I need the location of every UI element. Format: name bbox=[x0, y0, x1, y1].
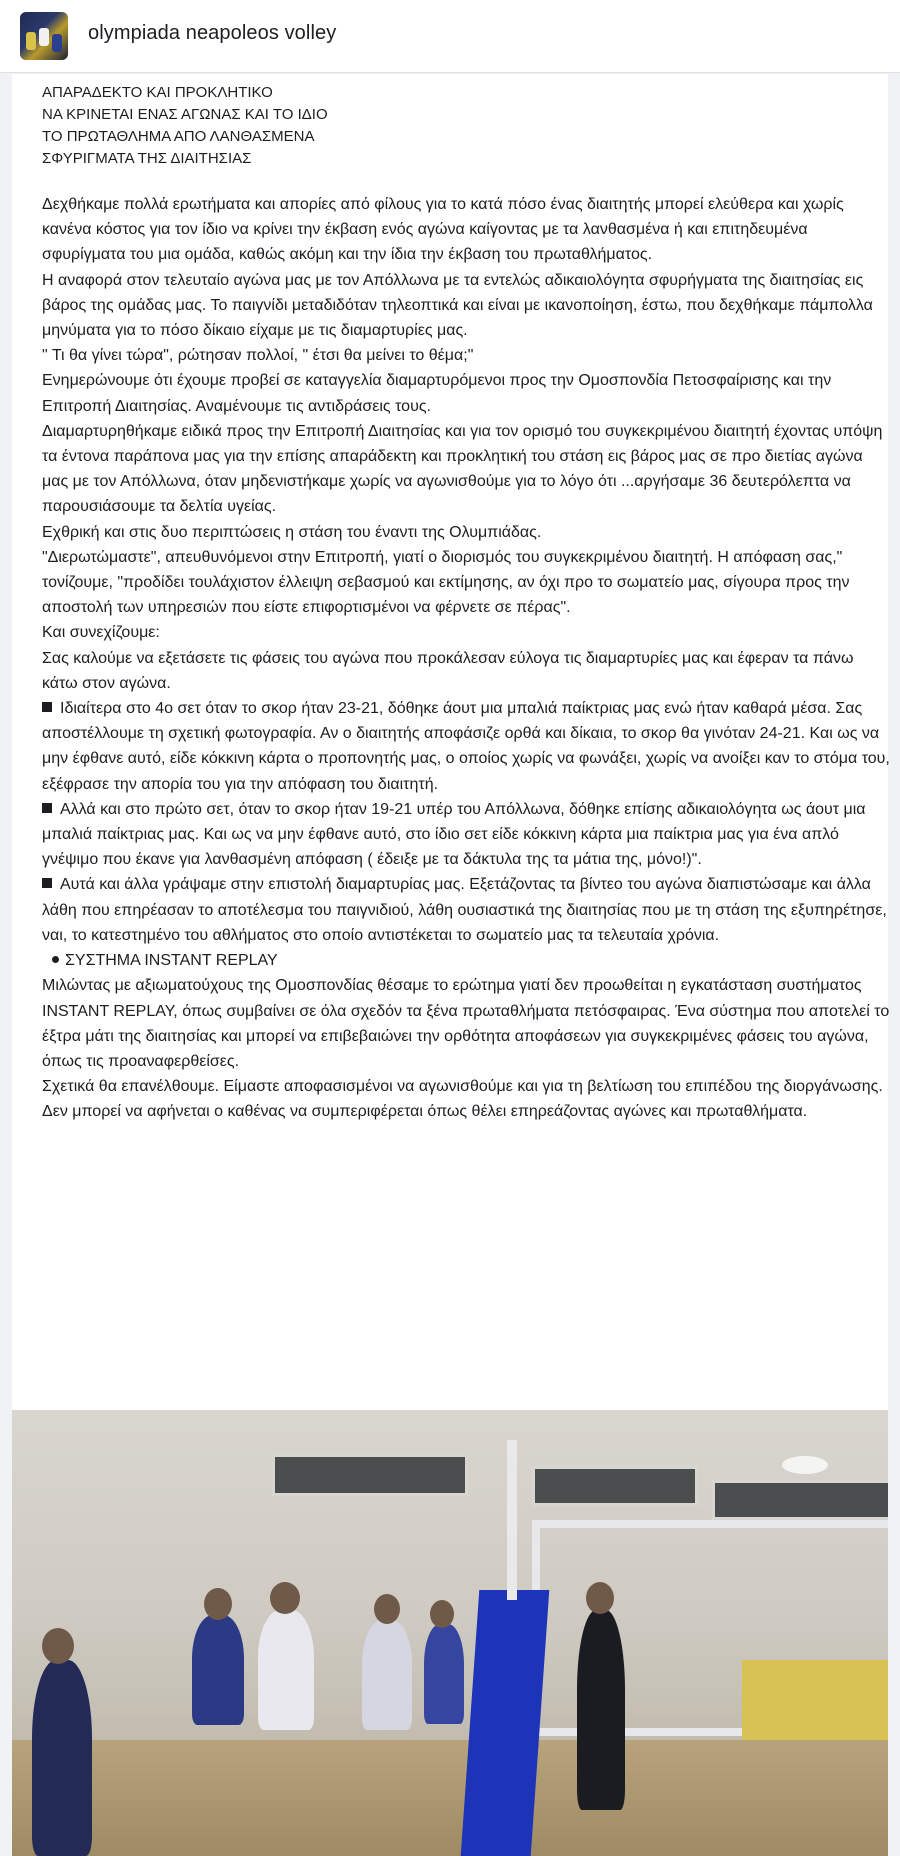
player bbox=[424, 1624, 464, 1724]
bullet-item bbox=[42, 872, 890, 948]
title-line: ΣΦΥΡΙΓΜΑΤΑ ΤΗΣ ΔΙΑΙΤΗΣΙΑΣ bbox=[42, 150, 252, 167]
paragraph: " Τι θα γίνει τώρα", ρώτησαν πολλοί, " έτσι θα μείνει το θέμα;" bbox=[42, 347, 474, 365]
referee bbox=[586, 1582, 614, 1614]
paragraph: Και συνεχίζουμε: bbox=[42, 624, 160, 642]
post-header bbox=[0, 0, 900, 73]
bullet-text: Αλλά και στο πρώτο σετ, όταν το σκορ ήταν 19-21 υπέρ του Απόλλωνα, δόθηκε επίσης αδικαιολόγητα ως άουτ μια μπαλιά παίκτριας μας. Και ως να μην έφθανε αυτό, στο ίδιο σετ είδε κόκκινη κάρτα μια παίκτρια μας για ένα απλό γνέψιμο που έκανε για λανθασμένη απόφαση ( έδειξε με τα δάκτυλα της τα μάτια της, μόνο!)". bbox=[42, 800, 866, 869]
player bbox=[270, 1582, 300, 1614]
page-avatar[interactable] bbox=[20, 12, 68, 60]
bullet-text: Ιδιαίτερα στο 4ο σετ όταν το σκορ ήταν 23-21, δόθηκε άουτ μια μπαλιά παίκτριας μας ενώ ήταν καθαρά μέσα. Σας αποστέλλουμε τη σχετική φωτογραφία. Αν ο διαιτητής αποφάσιζε ορθά και δίκαια, το σκορ θα γινόταν 24-21. Και ως να μην έφθανε αυτό, είδε κόκκινη κάρτα ο προπονητής μας, ο οποίος χωρίς να φωνάξει, χωρίς να ανοίξει καν το στόμα του, εξέφρασε την απορία του για την απόφαση του διαιτητή. bbox=[42, 700, 890, 793]
referee bbox=[577, 1610, 625, 1810]
paragraph: Μιλώντας με αξιωματούχους της Ομοσπονδίας θέσαμε το ερώτημα γιατί δεν προωθείται η εγκατάσταση συστήματος INSTANT REPLAY, όπως συμβαίνει σε όλα σχεδόν τα ξένα πρωταθλήματα πετόσφαιρας. Ένα σύστημα που αποτελεί το έξτρα μάτι της διαιτησίας και μπορεί να επιβεβαιώνει την ορθότητα αποφάσεων για συγκεκριμένες φάσεις του αγώνα, όπως τις προαναφερθείσες. bbox=[42, 977, 890, 1070]
title-line: ΤΟ ΠΡΩΤΑΘΛΗΜΑ ΑΠΟ ΛΑΝΘΑΣΜΕΝΑ bbox=[42, 128, 315, 145]
net-post bbox=[507, 1440, 517, 1600]
ceiling-light bbox=[782, 1456, 828, 1474]
paragraph: Εχθρική και στις δυο περιπτώσεις η στάση του έναντι της Ολυμπιάδας. bbox=[42, 523, 542, 541]
dot-bullet-icon bbox=[52, 956, 59, 963]
paragraph: Ενημερώνουμε ότι έχουμε προβεί σε καταγγελία διαμαρτυρόμενοι προς την Ομοσπονδία Πετοσφαίρισης και την Επιτροπή Διαιτησίας. Αναμένουμε τις αντιδράσεις τους. bbox=[42, 372, 832, 415]
section-heading bbox=[42, 948, 890, 973]
player bbox=[258, 1610, 314, 1730]
bullet-text: Αυτά και άλλα γράψαμε στην επιστολή διαμαρτυρίας μας. Εξετάζοντας τα βίντεο του αγώνα διαπιστώσαμε και άλλα λάθη που επηρέασαν το αποτέλεσμα του παιγνιδιού, λάθη ουσιαστικά της διαιτησίας που με τη στάση της εξυπηρέτησε, ναι, το κατεστημένο του αθλήματος στο οποίο αντιστέκεται το σωματείο μας τα τελευταία χρόνια. bbox=[42, 876, 887, 944]
page-name-link[interactable]: olympiada neapoleos volley bbox=[88, 22, 337, 44]
player bbox=[362, 1620, 412, 1730]
paragraph: "Διερωτώμαστε", απευθυνόμενοι στην Επιτροπή, γιατί ο διορισμός του συγκεκριμένου διαιτητή. Η απόφαση σας," τονίζουμε, "προδίδει τουλάχιστον έλλειψη σεβασμού και εκτίμησης, αν όχι προ το σωματείο μας, σίγουρα προς την αποστολή των υπηρεσιών που είστε επιφορτισμένοι να φέρνετε σε πέρας". bbox=[42, 548, 850, 617]
player bbox=[32, 1660, 92, 1856]
bullet-item bbox=[42, 696, 890, 797]
square-bullet-icon bbox=[42, 878, 52, 888]
player bbox=[430, 1600, 454, 1628]
gym-floor bbox=[12, 1740, 888, 1856]
post-text bbox=[42, 192, 890, 1125]
title-line: ΝΑ ΚΡΙΝΕΤΑΙ ΕΝΑΣ ΑΓΩΝΑΣ ΚΑΙ ΤΟ ΙΔΙΟ bbox=[42, 106, 328, 123]
post-body bbox=[12, 74, 888, 1410]
player bbox=[374, 1594, 400, 1624]
paragraph: Σας καλούμε να εξετάσετε τις φάσεις του αγώνα που προκάλεσαν εύλογα τις διαμαρτυρίες μας και έφεραν τα πάνω κάτω στον αγώνα. bbox=[42, 649, 854, 692]
gym-window bbox=[532, 1466, 698, 1506]
paragraph: Η αναφορά στον τελευταίο αγώνα μας με τον Απόλλωνα με τα εντελώς αδικαιολόγητα σφυρήγματα της διαιτησίας εις βάρος της ομάδας μας. Το παιγνίδι μεταδιδόταν τηλεοπτικά και είναι με ικανοποίηση, έστω, που δεχθήκαμε πάμπολλα μηνύματα για το πόσο δίκαιο είχαμε με τις διαμαρτυρίες μας. bbox=[42, 271, 873, 340]
section-heading-text: ΣΥΣΤΗΜΑ INSTANT REPLAY bbox=[65, 952, 278, 970]
player bbox=[204, 1588, 232, 1620]
gym-window bbox=[712, 1480, 888, 1520]
gym-window bbox=[272, 1454, 468, 1496]
player bbox=[42, 1628, 74, 1664]
bullet-item bbox=[42, 797, 890, 873]
paragraph: Σχετικά θα επανέλθουμε. Είμαστε αποφασισμένοι να αγωνισθούμε και για τη βελτίωση του επιπέδου της διοργάνωσης. Δεν μπορεί να αφήνεται ο καθένας να συμπεριφέρεται όπως θέλει επηρεάζοντας αγώνες και πρωταθλήματα. bbox=[42, 1078, 883, 1121]
square-bullet-icon bbox=[42, 702, 52, 712]
post-title bbox=[42, 82, 462, 170]
post-photo[interactable] bbox=[12, 1410, 888, 1856]
player bbox=[192, 1615, 244, 1725]
title-line: ΑΠΑΡΑΔΕΚΤΟ ΚΑΙ ΠΡΟΚΛΗΤΙΚΟ bbox=[42, 84, 273, 101]
square-bullet-icon bbox=[42, 803, 52, 813]
paragraph: Δεχθήκαμε πολλά ερωτήματα και απορίες από φίλους για το κατά πόσο ένας διαιτητής μπορεί ελεύθερα και χωρίς κανένα κόστος για τον ίδιο να κρίνει την έκβαση ενός αγώνα καίγοντας με τα λανθασμένα ή και επιτηδευμένα σφυρίγματα του μια ομάδα, καθώς ακόμη και την ίδια την έκβαση του πρωταθλήματος. bbox=[42, 196, 844, 264]
paragraph: Διαμαρτυρηθήκαμε ειδικά προς την Επιτροπή Διαιτησίας και για τον ορισμό του συγκεκριμένου διαιτητή έχοντας υπόψη τα έντονα παράπονα μας για την επίσης απαράδεκτη και προκλητική του στάση εις βάρος μας σε προ διετίας αγώνα μας με τον Απόλλωνα, όταν μηδενιστήκαμε χωρίς να αγωνισθούμε για το λόγο ότι ...αργήσαμε 36 δευτερόλεπτα να παρουσιάσουμε τα δελτία υγείας. bbox=[42, 422, 883, 516]
